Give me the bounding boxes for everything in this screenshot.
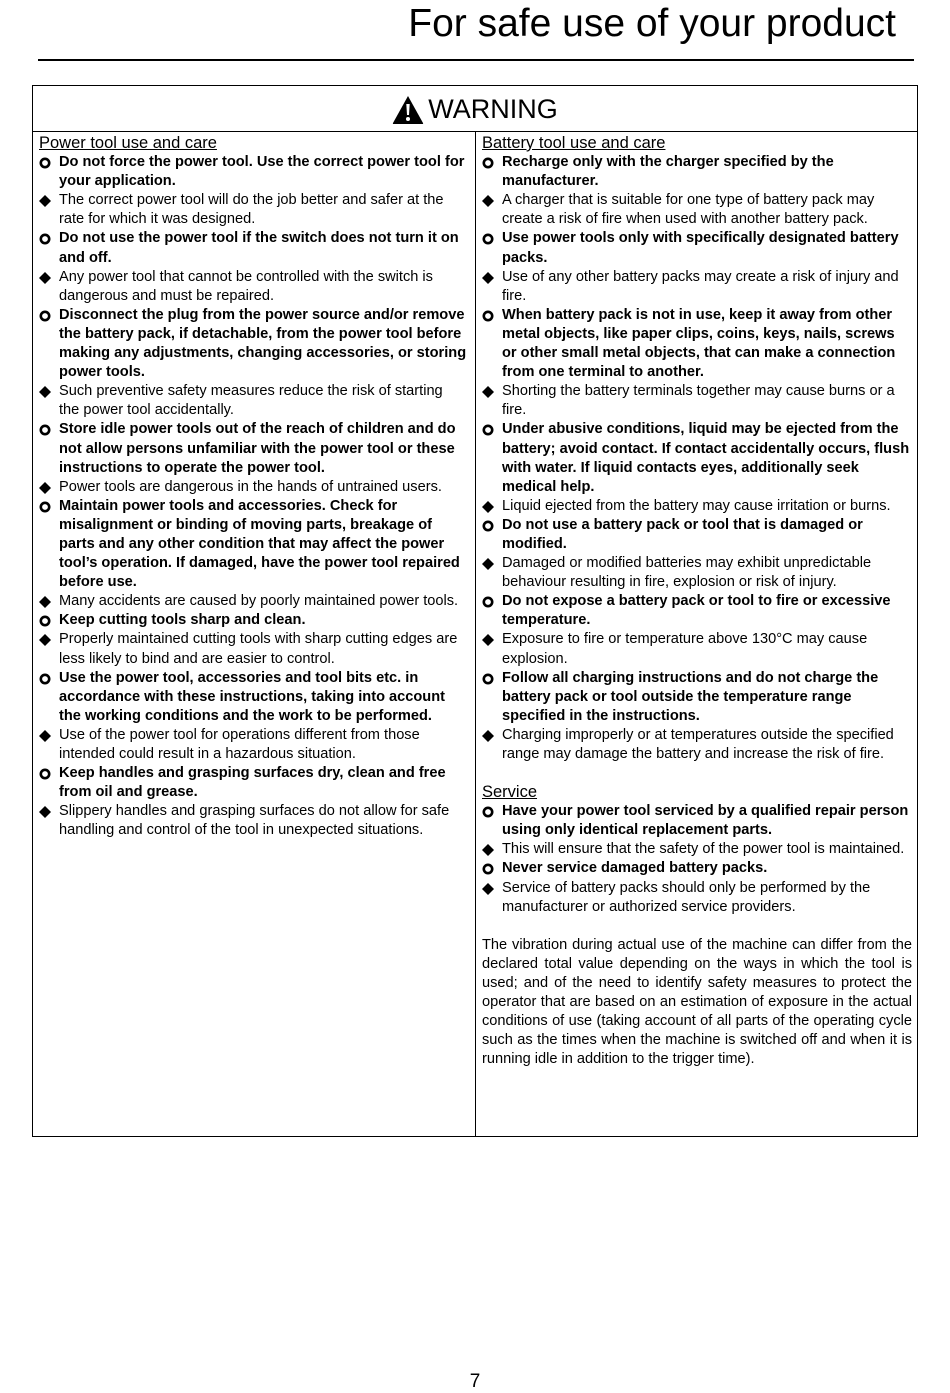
note-item bbox=[39, 630, 467, 668]
page-title: For safe use of your product bbox=[408, 2, 896, 45]
battery-tool-heading: Battery tool use and care bbox=[482, 134, 666, 152]
power-tool-list bbox=[39, 153, 467, 840]
warning-label: WARNING bbox=[428, 94, 558, 124]
item-text: Shorting the battery terminals together may cause burns or a fire. bbox=[502, 383, 895, 419]
instruction-item bbox=[39, 153, 467, 191]
diamond-bullet-icon bbox=[39, 482, 53, 494]
battery-tool-list bbox=[482, 153, 912, 764]
diamond-bullet-icon bbox=[482, 272, 496, 284]
item-text: Under abusive conditions, liquid may be ejected from the battery; avoid contact. If contact accidentally occurs, flush with water. If liquid contacts eyes, additionally seek medical help. bbox=[502, 421, 910, 495]
diamond-bullet-icon bbox=[482, 634, 496, 646]
power-tool-column bbox=[39, 134, 467, 840]
diamond-bullet-icon bbox=[39, 634, 53, 646]
diamond-bullet-icon bbox=[482, 730, 496, 742]
item-text: Do not use the power tool if the switch does not turn it on and off. bbox=[59, 230, 459, 266]
item-text: Use of any other battery packs may create a risk of injury and fire. bbox=[502, 268, 899, 304]
item-text: A charger that is suitable for one type of battery pack may create a risk of fire when used with another battery pack. bbox=[502, 192, 875, 228]
item-text: Slippery handles and grasping surfaces do not allow for safe handling and control of the tool in unexpected situations. bbox=[59, 803, 450, 839]
item-text: Use the power tool, accessories and tool bits etc. in accordance with these instructions, taking into account the working conditions and the work to be performed. bbox=[59, 669, 445, 724]
ring-bullet-icon bbox=[39, 615, 53, 627]
instruction-item bbox=[39, 306, 467, 382]
item-text: Charging improperly or at temperatures outside the specified range may damage the battery and increase the risk of fire. bbox=[502, 726, 894, 762]
item-text: Liquid ejected from the battery may cause irritation or burns. bbox=[502, 497, 891, 514]
ring-bullet-icon bbox=[482, 424, 496, 436]
ring-bullet-icon bbox=[482, 806, 496, 818]
instruction-item bbox=[39, 764, 467, 802]
ring-bullet-icon bbox=[39, 673, 53, 685]
ring-bullet-icon bbox=[39, 424, 53, 436]
note-item bbox=[482, 191, 912, 229]
item-text: Maintain power tools and accessories. Check for misalignment or binding of moving parts, breakage of parts and any other condition that may affect the power tool’s operation. If damaged, have the power tool repaired before use. bbox=[59, 497, 460, 591]
item-text: Never service damaged battery packs. bbox=[502, 860, 768, 877]
diamond-bullet-icon bbox=[482, 883, 496, 895]
warning-triangle-icon bbox=[392, 95, 424, 125]
instruction-item bbox=[39, 497, 467, 592]
note-item bbox=[482, 382, 912, 420]
ring-bullet-icon bbox=[482, 863, 496, 875]
ring-bullet-icon bbox=[482, 673, 496, 685]
diamond-bullet-icon bbox=[39, 195, 53, 207]
note-item bbox=[39, 802, 467, 840]
diamond-bullet-icon bbox=[39, 730, 53, 742]
item-text: Use of the power tool for operations different from those intended could result in a hazardous situation. bbox=[59, 726, 420, 762]
ring-bullet-icon bbox=[482, 310, 496, 322]
diamond-bullet-icon bbox=[39, 806, 53, 818]
item-text: Any power tool that cannot be controlled with the switch is dangerous and must be repaired. bbox=[59, 268, 433, 304]
item-text: Do not force the power tool. Use the correct power tool for your application. bbox=[59, 154, 465, 190]
note-item bbox=[482, 268, 912, 306]
ring-bullet-icon bbox=[39, 501, 53, 513]
ring-bullet-icon bbox=[482, 157, 496, 169]
diamond-bullet-icon bbox=[482, 195, 496, 207]
note-item bbox=[482, 554, 912, 592]
instruction-item bbox=[39, 611, 467, 630]
power-tool-heading: Power tool use and care bbox=[39, 134, 217, 152]
instruction-item bbox=[482, 592, 912, 630]
item-text: Keep cutting tools sharp and clean. bbox=[59, 612, 306, 629]
item-text: Power tools are dangerous in the hands of untrained users. bbox=[59, 478, 442, 495]
instruction-item bbox=[39, 669, 467, 726]
ring-bullet-icon bbox=[39, 768, 53, 780]
item-text: The correct power tool will do the job better and safer at the rate for which it was designed. bbox=[59, 192, 444, 228]
item-text: Damaged or modified batteries may exhibit unpredictable behaviour resulting in fire, explosion or risk of injury. bbox=[502, 555, 872, 591]
note-item bbox=[482, 879, 912, 917]
item-text: Exposure to fire or temperature above 130°C may cause explosion. bbox=[502, 631, 868, 667]
diamond-bullet-icon bbox=[482, 558, 496, 570]
item-text: Use power tools only with specifically designated battery packs. bbox=[502, 230, 899, 266]
title-rule bbox=[38, 59, 914, 61]
item-text: Have your power tool serviced by a qualified repair person using only identical replacement parts. bbox=[502, 803, 909, 839]
warning-header bbox=[33, 86, 917, 132]
item-text: Keep handles and grasping surfaces dry, clean and free from oil and grease. bbox=[59, 765, 446, 801]
item-text: Such preventive safety measures reduce the risk of starting the power tool accidentally. bbox=[59, 383, 443, 419]
note-item bbox=[39, 592, 467, 611]
note-item bbox=[482, 630, 912, 668]
ring-bullet-icon bbox=[39, 233, 53, 245]
instruction-item bbox=[39, 229, 467, 267]
instruction-item bbox=[482, 802, 912, 840]
ring-bullet-icon bbox=[39, 310, 53, 322]
battery-tool-column bbox=[482, 134, 912, 1069]
item-text: Follow all charging instructions and do not charge the battery pack or tool outside the temperature range specified in the instructions. bbox=[502, 669, 879, 724]
diamond-bullet-icon bbox=[39, 272, 53, 284]
item-text: Recharge only with the charger specified by the manufacturer. bbox=[502, 154, 834, 190]
ring-bullet-icon bbox=[482, 520, 496, 532]
item-text: Service of battery packs should only be performed by the manufacturer or authorized service providers. bbox=[502, 879, 871, 915]
instruction-item bbox=[482, 669, 912, 726]
note-item bbox=[482, 840, 912, 859]
note-item bbox=[39, 191, 467, 229]
note-item bbox=[39, 382, 467, 420]
instruction-item bbox=[482, 516, 912, 554]
item-text: Disconnect the plug from the power source and/or remove the battery pack, if detachable, from the power tool before making any adjustments, changing accessories, or storing power tools. bbox=[59, 306, 467, 381]
instruction-item bbox=[482, 420, 912, 496]
ring-bullet-icon bbox=[39, 157, 53, 169]
item-text: Store idle power tools out of the reach of children and do not allow persons unfamiliar with the power tool or these instructions to operate the power tool. bbox=[59, 421, 456, 476]
note-item bbox=[482, 726, 912, 764]
instruction-item bbox=[482, 229, 912, 267]
warning-box bbox=[32, 85, 918, 1137]
diamond-bullet-icon bbox=[482, 501, 496, 513]
diamond-bullet-icon bbox=[39, 386, 53, 398]
note-item bbox=[39, 478, 467, 497]
instruction-item bbox=[482, 153, 912, 191]
instruction-item bbox=[39, 420, 467, 477]
item-text: When battery pack is not in use, keep it away from other metal objects, like paper clips, coins, keys, nails, screws or other small metal objects, that can make a connection from one terminal to another. bbox=[502, 306, 896, 381]
note-item bbox=[39, 726, 467, 764]
diamond-bullet-icon bbox=[482, 844, 496, 856]
ring-bullet-icon bbox=[482, 596, 496, 608]
diamond-bullet-icon bbox=[39, 596, 53, 608]
instruction-item bbox=[482, 859, 912, 878]
instruction-item bbox=[482, 306, 912, 382]
diamond-bullet-icon bbox=[482, 386, 496, 398]
item-text: Many accidents are caused by poorly maintained power tools. bbox=[59, 593, 459, 610]
service-list bbox=[482, 802, 912, 917]
item-text: Do not expose a battery pack or tool to fire or excessive temperature. bbox=[502, 593, 891, 629]
service-heading: Service bbox=[482, 783, 538, 802]
item-text: Do not use a battery pack or tool that is damaged or modified. bbox=[502, 516, 863, 552]
item-text: Properly maintained cutting tools with sharp cutting edges are less likely to bind and are easier to control. bbox=[59, 631, 458, 667]
column-divider bbox=[475, 132, 476, 1136]
vibration-paragraph: The vibration during actual use of the machine can differ from the declared total value depending on the ways in which the tool is used; and of the need to identify safety measures to protect the operator that are based on an estimation of exposure in the actual conditions of use (taking account of all parts of the operating cycle such as the times when the machine is switched off and when it is running idle in addition to the trigger time). bbox=[482, 936, 912, 1068]
item-text: This will ensure that the safety of the power tool is maintained. bbox=[502, 841, 905, 858]
note-item bbox=[482, 497, 912, 516]
ring-bullet-icon bbox=[482, 233, 496, 245]
page-number: 7 bbox=[469, 1371, 481, 1392]
note-item bbox=[39, 268, 467, 306]
